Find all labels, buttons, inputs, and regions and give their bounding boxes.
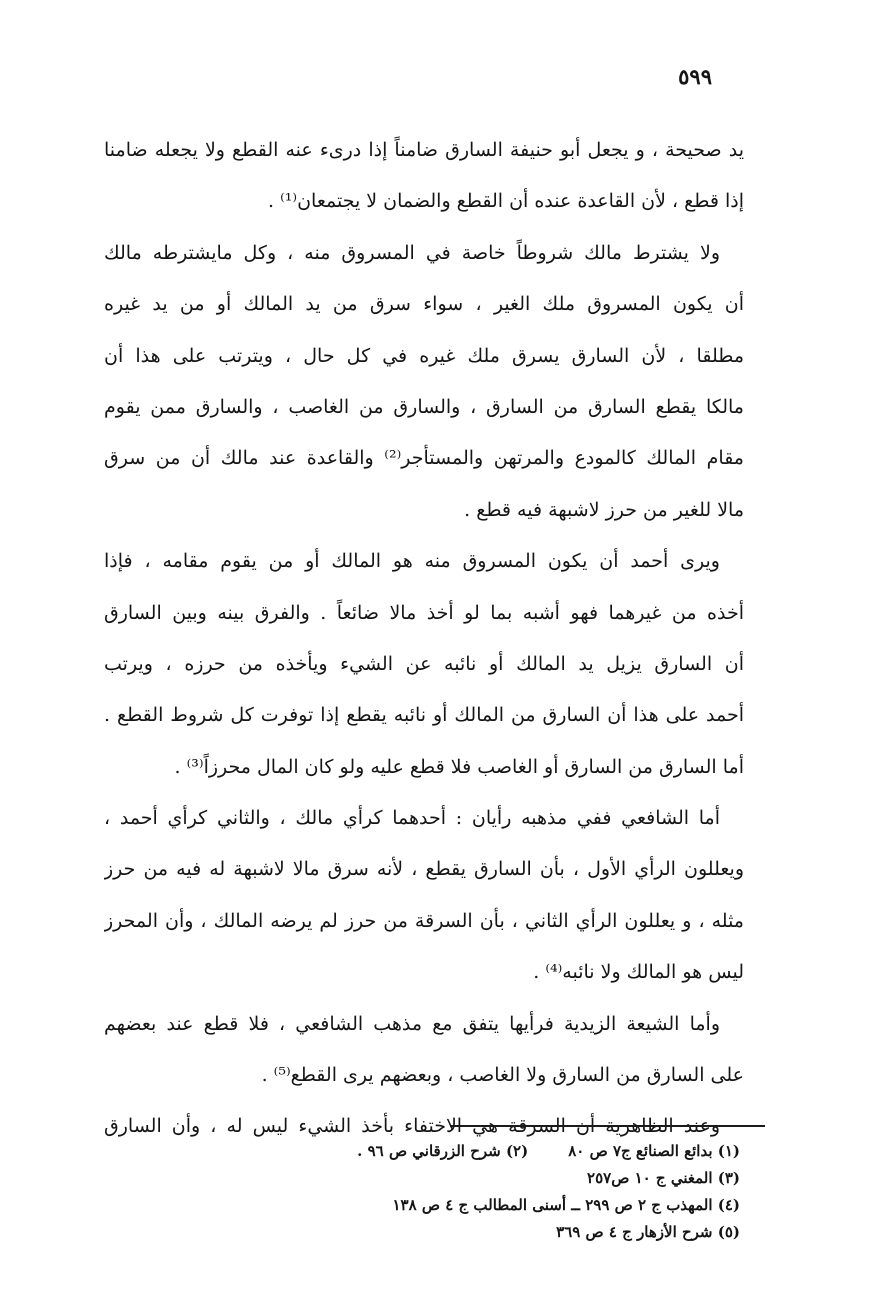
footnote-row [200, 1165, 740, 1192]
footnote-row [200, 1138, 740, 1165]
text-line: إذا قطع ، لأن القاعدة عنده أن القطع والضمان لا يجتمعان⁽¹⁾ . [268, 190, 744, 213]
body-text [104, 125, 744, 1153]
text-line: مقام المالك كالمودع والمرتهن والمستأجر⁽²⁾ والقاعدة عند مالك أن من سرق [104, 447, 744, 470]
footnote-4: (٤) المهذب ج ٢ ص ٢٩٩ ــ أسنى المطالب ج ٤ ص ١٣٨ [392, 1196, 740, 1214]
text-line: أن يكون المسروق ملك الغير ، سواء سرق من يد المالك أو من يد غيره [104, 293, 744, 316]
footnote-divider [450, 1125, 765, 1127]
text-line: مطلقا ، لأن السارق يسرق ملك غيره في كل حال ، ويترتب على هذا أن [104, 344, 744, 367]
text-line: وعند الظاهرية أن السرقة هي الاختفاء بأخذ الشيء ليس له ، وأن السارق [104, 1115, 720, 1138]
text-line: أما الشافعي ففي مذهبه رأيان : أحدهما كرأي مالك ، والثاني كرأي أحمد ، [104, 807, 720, 830]
text-line: مالكا يقطع السارق من السارق ، والسارق من الغاصب ، والسارق ممن يقوم [104, 395, 744, 418]
text-line: ولا يشترط مالك شروطاً خاصة في المسروق منه ، وكل مايشترطه مالك [104, 241, 720, 264]
text-line: يد صحيحة ، و يجعل أبو حنيفة السارق ضامناً إذا درىء عنه القطع ولا يجعله ضامنا [104, 139, 744, 161]
text-line: أخذه من غيرهما فهو أشبه بما لو أخذ مالا ضائعاً . والفرق بينه وبين السارق [104, 601, 744, 624]
footnote-1: (١) بدائع الصنائع ج٧ ص ٨٠ [568, 1142, 740, 1160]
text-line: وأما الشيعة الزيدية فرأيها يتفق مع مذهب الشافعي ، فلا قطع عند بعضهم [104, 1012, 720, 1035]
text-line: على السارق من السارق ولا الغاصب ، وبعضهم يرى القطع⁽⁵⁾ . [261, 1064, 744, 1087]
text-line: أما السارق من السارق أو الغاصب فلا قطع عليه ولو كان المال محرزاً⁽³⁾ . [174, 755, 744, 778]
text-line: ويرى أحمد أن يكون المسروق منه هو المالك أو من يقوم مقامه ، فإذا [104, 550, 720, 573]
footnote-3: (٣) المغني ج ١٠ ص٢٥٧ [587, 1169, 740, 1187]
text-line: أحمد على هذا أن السارق من المالك أو نائبه يقطع إذا توفرت كل شروط القطع . [104, 704, 744, 727]
page-number: ٥٩٩ [678, 64, 712, 89]
text-line: أن السارق يزيل يد المالك أو نائبه عن الشيء ويأخذه من حرزه ، ويرتب [104, 652, 744, 675]
text-line: ليس هو المالك ولا نائبه⁽⁴⁾ . [533, 961, 744, 984]
footnote-2: (٢) شرح الزرقاني ص ٩٦ . [357, 1142, 529, 1160]
footnotes [200, 1138, 740, 1246]
footnote-5: (٥) شرح الأزهار ج ٤ ص ٣٦٩ [556, 1223, 740, 1241]
text-line: مثله ، و يعللون الرأي الثاني ، بأن السرقة من حرز لم يرضه المالك ، وأن المحرز [104, 909, 744, 932]
text-line: ويعللون الرأي الأول ، بأن السارق يقطع ، لأنه سرق مالا لاشبهة له فيه من حرز [104, 858, 744, 881]
footnote-row [200, 1219, 740, 1246]
text-line: مالا للغير من حرز لاشبهة فيه قطع . [464, 498, 744, 521]
footnote-row [200, 1192, 740, 1219]
